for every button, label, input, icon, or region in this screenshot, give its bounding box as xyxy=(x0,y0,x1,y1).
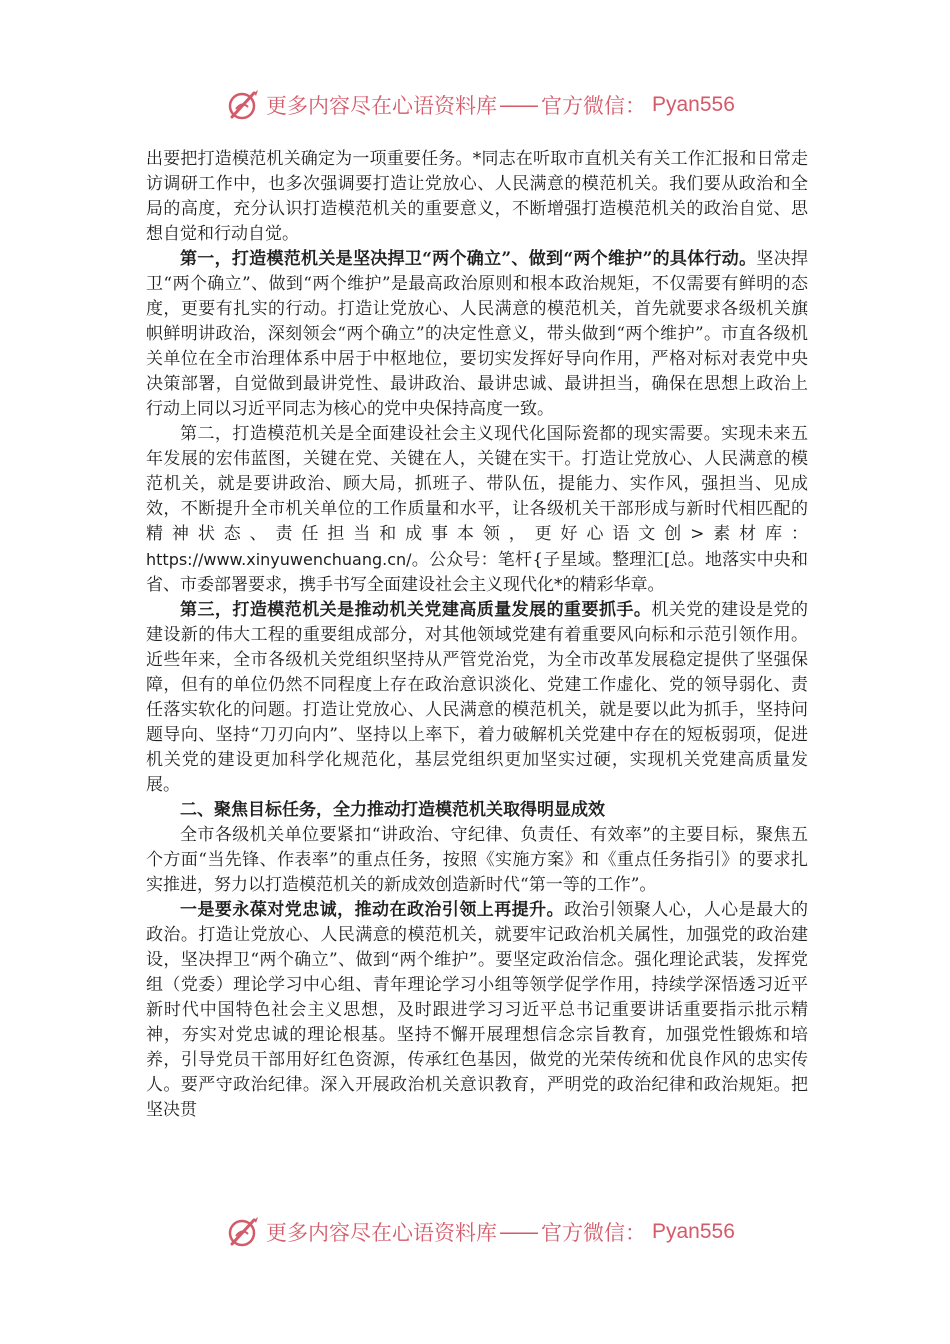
banner-text: 更多内容尽在心语资料库 xyxy=(266,1221,497,1245)
section-heading-2-text: 二、聚焦目标任务，全力推动打造模范机关取得明显成效 xyxy=(180,800,605,820)
document-body xyxy=(146,147,808,1123)
banner-wechat-label: 官方微信： xyxy=(541,94,646,118)
paragraph-3-text-a: 第二，打造模范机关是全面建设社会主义现代化国际瓷都的现实需要。实现未来五年发展的宏伟蓝图，关键在党、关键在人，关键在实干。打造让党放心、人民满意的模范机关，就是要讲政治、顾大局，抓班子、带队伍，提能力、实作风，强担当、见成效，不断提升全市机关单位的工作质量和水平，让各级机关干部形成与新时代相匹配的精神状态、责任担当和成事本领，更好心语文创>素材库： xyxy=(146,424,808,544)
banner-wechat-label: 官方微信： xyxy=(541,1221,646,1245)
banner-text: 更多内容尽在心语资料库 xyxy=(266,94,497,118)
banner-wechat-id: Pyan556 xyxy=(652,93,735,116)
paragraph-2 xyxy=(146,247,808,422)
paragraph-3-url: https://www.xinyuwenchuang.cn/ xyxy=(146,550,412,569)
banner-dash: —— xyxy=(499,1220,537,1244)
paragraph-4-text: 机关党的建设是党的建设新的伟大工程的重要组成部分，对其他领域党建有着重要风向标和示范引领作用。近些年来，全市各级机关党组织坚持从严管党治党，为全市改革发展稳定提供了坚强保障，但有的单位仍然不同程度上存在政治意识淡化、党建工作虚化、党的领导弱化、责任落实软化的问题。打造让党放心、人民满意的模范机关，就是要以此为抓手，坚持问题导向、坚持“刀刃向内”、坚持以上率下，着力破解机关党建中存在的短板弱项，促进机关党的建设更加科学化规范化，基层党组织更加坚实过硬，实现机关党建高质量发展。 xyxy=(146,600,809,795)
paragraph-6-heading: 一是要永葆对党忠诚，推动在政治引领上再提升。 xyxy=(180,900,565,920)
section-heading-2 xyxy=(146,798,808,823)
pen-logo-icon xyxy=(226,1214,262,1250)
paragraph-6 xyxy=(146,898,808,1123)
paragraph-2-text: 坚决捍卫“两个确立”、做到“两个维护”是最高政治原则和根本政治规矩，不仅需要有鲜明的态度，更要有扎实的行动。打造让党放心、人民满意的模范机关，首先就要求各级机关旗帜鲜明讲政治，深刻领会“两个确立”的决定性意义，带头做到“两个维护”。市直各级机关单位在全市治理体系中居于中枢地位，要切实发挥好导向作用，严格对标对表党中央决策部署，自觉做到最讲党性、最讲政治、最讲忠诚、最讲担当，确保在思想上政治上行动上同以习近平同志为核心的党中央保持高度一致。 xyxy=(146,249,808,419)
paragraph-4 xyxy=(146,598,808,798)
paragraph-5: 全市各级机关单位要紧扣“讲政治、守纪律、负责任、有效率”的主要目标，聚焦五个方面“当先锋、作表率”的重点任务，按照《实施方案》和《重点任务指引》的要求扎实推进，努力以打造模范机关的新成效创造新时代“第一等的工作”。 xyxy=(146,825,808,895)
pen-logo-icon xyxy=(226,87,262,123)
paragraph-4-heading: 第三，打造模范机关是推动机关党建高质量发展的重要抓手。 xyxy=(180,600,652,620)
banner-dash: —— xyxy=(499,93,537,117)
paragraph-2-heading: 第一，打造模范机关是坚决捍卫“两个确立”、做到“两个维护”的具体行动。 xyxy=(180,249,757,269)
footer-banner xyxy=(226,1212,735,1252)
paragraph-3 xyxy=(146,422,808,598)
paragraph-1: 出要把打造模范机关确定为一项重要任务。*同志在听取市直机关有关工作汇报和日常走访调研工作中，也多次强调要打造让党放心、人民满意的模范机关。我们要从政治和全局的高度，充分认识打造模范机关的重要意义，不断增强打造模范机关的政治自觉、思想自觉和行动自觉。 xyxy=(146,149,808,244)
paragraph-6-text: 政治引领聚人心，人心是最大的政治。打造让党放心、人民满意的模范机关，就要牢记政治机关属性，加强党的政治建设，坚决捍卫“两个确立”、做到“两个维护”。要坚定政治信念。强化理论武装，发挥党组（党委）理论学习中心组、青年理论学习小组等领学促学作用，持续学深悟透习近平新时代中国特色社会主义思想，及时跟进学习习近平总书记重要讲话重要指示批示精神，夯实对党忠诚的理论根基。坚持不懈开展理想信念宗旨教育，加强党性锻炼和培养，引导党员干部用好红色资源，传承红色基因，做党的光荣传统和优良作风的忠实传人。要严守政治纪律。深入开展政治机关意识教育，严明党的政治纪律和政治规矩。把坚决贯 xyxy=(146,900,809,1120)
paragraph-3-text-b: 。公众号：笔杆{子星域。整理汇[总。地落实中央和省、市委部署要求，携手书写全面建设社会主义现代化*的精彩华章。 xyxy=(146,550,808,595)
header-banner xyxy=(226,85,735,125)
banner-wechat-id: Pyan556 xyxy=(652,1220,735,1243)
